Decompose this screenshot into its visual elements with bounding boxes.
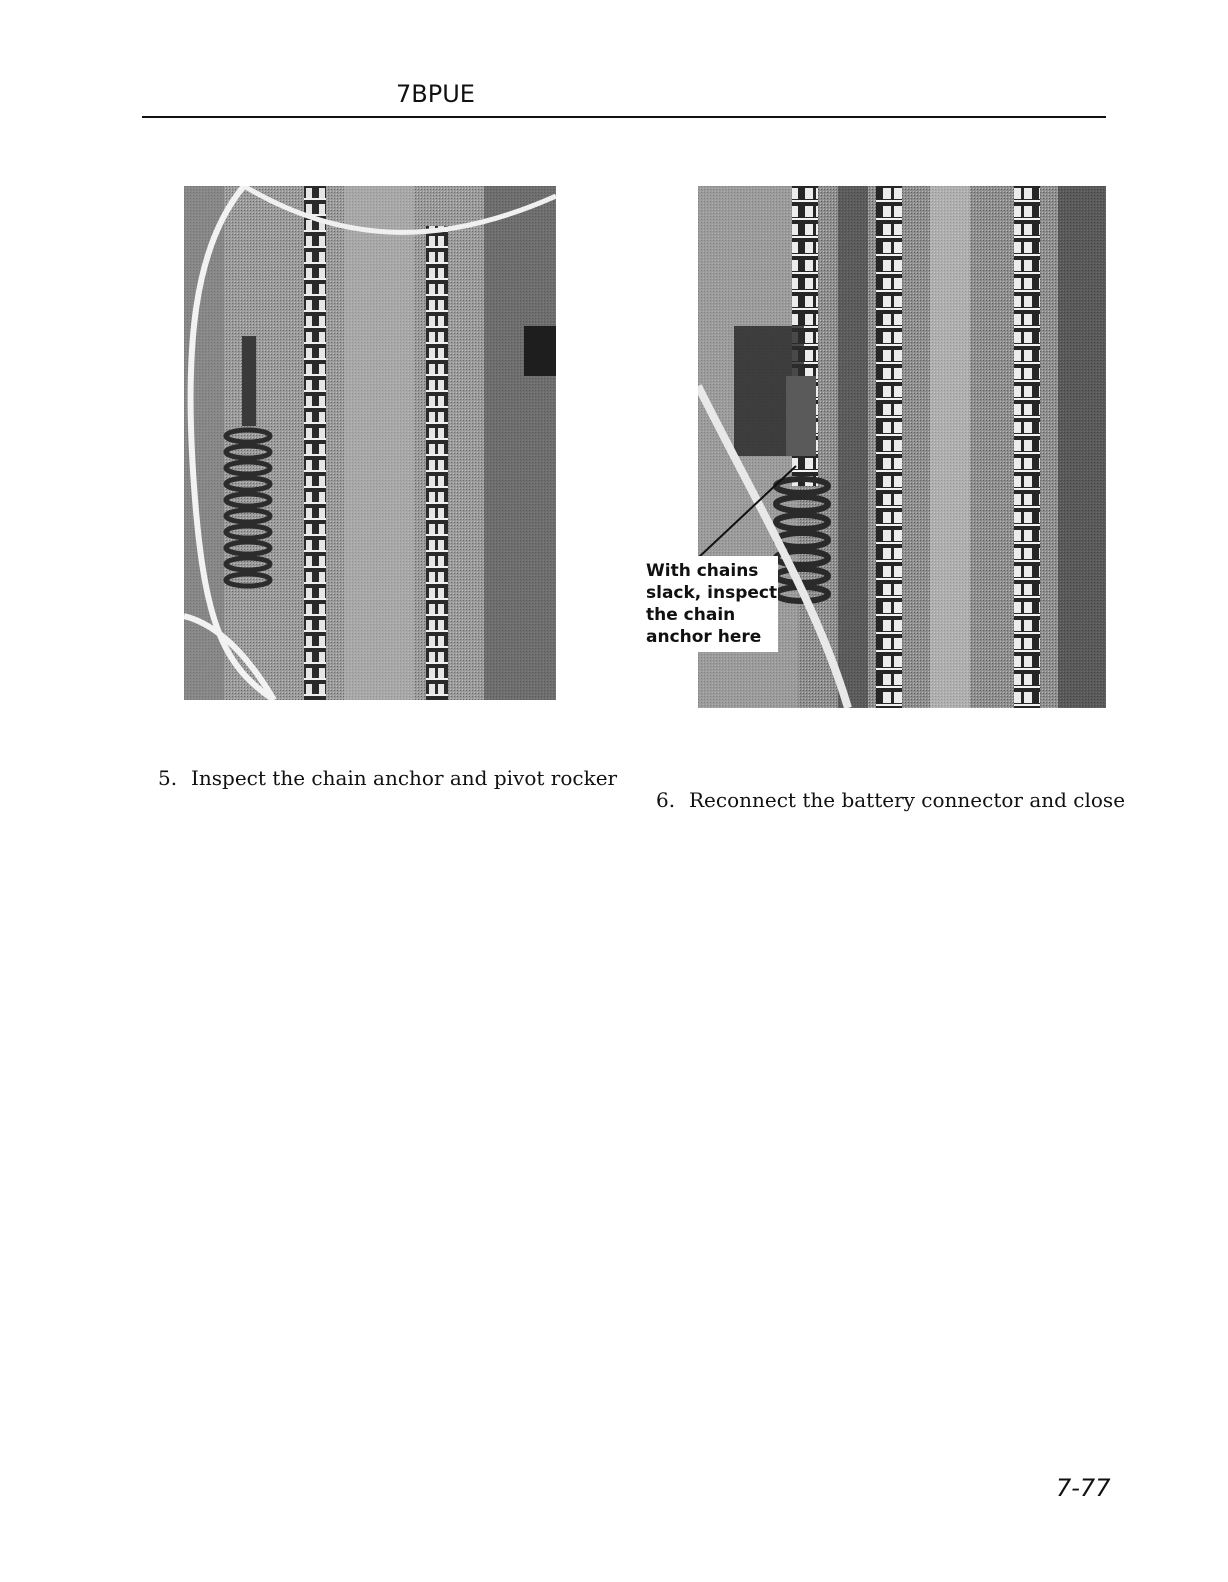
chain-anchor-callout (640, 556, 778, 652)
left-photo-image (184, 186, 556, 700)
callout-line: the chain (646, 605, 736, 625)
step-number: 6. (656, 788, 676, 812)
callout-line: With chains (646, 561, 759, 581)
callout-line: anchor here (646, 627, 762, 647)
header-divider (142, 116, 1106, 118)
step-text: Reconnect the battery connector and close (689, 788, 1126, 812)
left-photo-lift-chains (184, 186, 556, 700)
chain-right (426, 226, 448, 700)
step-6 (656, 788, 1125, 812)
chain-front (876, 186, 902, 708)
document-header-title: 7BPUE (396, 80, 475, 108)
callout-line: slack, inspect (646, 583, 778, 603)
chain-left (304, 186, 326, 700)
step-number: 5. (158, 766, 178, 790)
chain-right (1014, 186, 1040, 708)
step-5 (158, 766, 617, 790)
step-text: Inspect the chain anchor and pivot rocker (191, 766, 618, 790)
page-number: 7-77 (1056, 1474, 1111, 1502)
